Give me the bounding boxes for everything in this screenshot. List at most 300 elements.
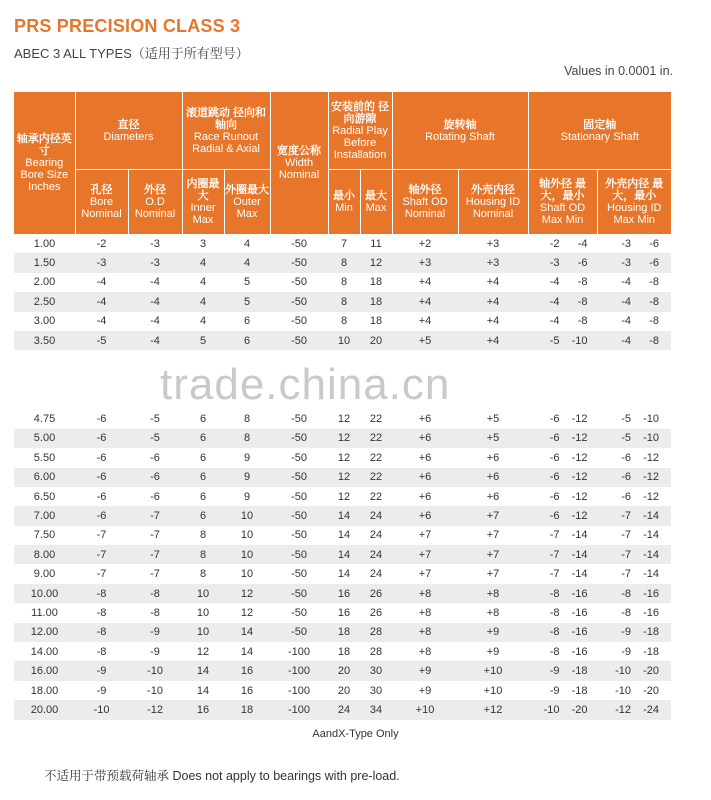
cell-min: -18 [643,626,660,639]
table-cell: 18.00 [30,684,59,697]
table-cell: +4 [392,292,458,311]
table-cell: 18 [224,700,270,719]
header-stationary-shaft: 固定轴 Stationary Shaft [528,92,671,170]
table-cell: -3 [75,253,128,272]
table-cell-pair [528,681,597,700]
table-cell: -6 [128,468,182,487]
table-cell: 16 [240,684,254,697]
cell-max: -3 [621,237,632,250]
table-cell: 5 [243,276,251,289]
cell-max: -7 [549,568,560,581]
table-cell: 8.00 [14,545,75,564]
cell-min: -8 [649,315,660,328]
table-cell: +4 [458,292,528,311]
cell-min: -6 [649,237,660,250]
cell-min: -8 [577,315,588,328]
table-cell: 5 [224,292,270,311]
cell-max: -6 [621,451,632,464]
table-cell: 26 [360,584,392,603]
table-cell: 3 [199,237,207,250]
table-cell: 12 [240,606,254,619]
table-cell: 6.00 [14,468,75,487]
table-cell: -7 [96,529,107,542]
cell-max: -4 [621,334,632,347]
table-cell: 6 [182,468,224,487]
cell-min: -12 [571,509,588,522]
header-stationary-shaft-od: 轴外径 最大，最小 Shaft OD Max Min [528,170,597,235]
table-cell: 6 [182,506,224,525]
table-row [14,700,671,719]
table-cell: 24 [360,506,392,525]
table-cell: +10 [392,700,458,719]
table-cell: -5 [75,331,128,350]
table-cell: 14 [337,529,351,542]
cell-max: -8 [621,587,632,600]
table-cell: -4 [150,276,160,289]
table-cell: 8 [224,429,270,448]
header-width: 宽度公称 Width Nominal [270,92,328,235]
table-cell: -6 [96,490,107,503]
table-row [14,468,671,487]
table-row [14,506,671,525]
cell-min: -18 [571,665,588,678]
cell-max: -8 [549,626,560,639]
table-cell: +6 [486,451,500,464]
table-cell: 8 [340,315,348,328]
cell-min: -12 [571,413,588,426]
table-cell: +6 [418,490,432,503]
table-cell: +3 [458,253,528,272]
cell-max: -10 [543,703,560,716]
table-cell-pair [528,642,597,661]
table-row [14,623,671,642]
table-cell: -6 [75,429,128,448]
table-cell: -4 [128,292,182,311]
cell-min: -8 [577,276,588,289]
table-cell: 4 [243,237,251,250]
cell-max: -5 [621,432,632,445]
table-cell: 18 [360,292,392,311]
table-cell: -8 [96,645,107,658]
table-cell: 9 [243,451,251,464]
cell-max: -5 [549,334,560,347]
table-cell: 10 [224,545,270,564]
table-cell: +12 [458,700,528,719]
table-cell-pair [528,564,597,583]
table-cell: -7 [75,545,128,564]
table-cell: -12 [128,700,182,719]
cell-min: -12 [571,432,588,445]
table-cell: 18 [328,623,360,642]
table-cell-pair [528,234,597,253]
table-cell: 4.75 [33,413,56,426]
table-cell: +10 [458,661,528,680]
table-cell: 22 [369,451,383,464]
table-cell: 24 [328,700,360,719]
table-cell-pair [597,642,671,661]
table-cell: 22 [369,413,383,426]
table-cell: +5 [458,429,528,448]
table-cell: 9 [243,490,251,503]
table-cell-pair [597,448,671,467]
table-cell: 6.50 [33,490,56,503]
table-cell: 12 [328,468,360,487]
cell-min: -20 [643,684,660,697]
table-cell: 24 [360,545,392,564]
cell-max: -8 [549,606,560,619]
cell-max: -4 [549,315,560,328]
table-cell: +2 [418,237,432,250]
page-subtitle: ABEC 3 ALL TYPES（适用于所有型号） [14,46,249,61]
table-cell: -6 [96,451,107,464]
table-cell: 16 [224,661,270,680]
table-cell: +7 [486,568,500,581]
table-cell: 3.50 [14,331,75,350]
table-cell: -3 [150,237,160,250]
table-cell-pair [528,429,597,448]
table-row [14,545,671,564]
table-cell: -100 [270,661,328,680]
table-cell-pair [528,506,597,525]
table-cell: +9 [458,623,528,642]
cell-max: -9 [621,626,632,639]
table-cell: 4 [199,315,207,328]
table-cell: 22 [369,490,383,503]
cell-max: -8 [549,645,560,658]
cell-min: -14 [571,548,588,561]
table-cell: -8 [128,584,182,603]
cell-min: -14 [643,548,660,561]
table-cell: 6 [243,315,251,328]
table-cell: -10 [75,700,128,719]
table-cell: +6 [392,506,458,525]
header-bore-nominal: 孔径 Bore Nominal [75,170,128,235]
cell-max: -6 [621,490,632,503]
table-cell-pair [597,429,671,448]
table-cell-pair [597,545,671,564]
table-cell-pair [597,331,671,350]
table-cell: +4 [418,315,432,328]
table-cell: 4 [199,276,207,289]
table-cell: -8 [150,606,160,619]
table-cell: -9 [96,684,107,697]
table-cell: 20 [337,684,351,697]
table-cell: +9 [418,684,432,697]
table-row [14,564,671,583]
table-cell: -9 [128,623,182,642]
table-cell: 2.00 [33,276,56,289]
header-play-min: 最小 Min [328,170,360,235]
table-cell: -8 [75,623,128,642]
table-cell: -50 [270,506,328,525]
table-body-top [14,234,671,350]
table-cell: -4 [150,315,160,328]
table-cell-pair [528,409,597,428]
table-cell: 8 [328,292,360,311]
table-row [14,584,671,603]
cell-max: -6 [549,471,560,484]
table-cell: -9 [75,661,128,680]
table-row [14,312,671,331]
header-stationary-housing-id: 外壳内径 最大，最小 Housing ID Max Min [597,170,671,235]
table-cell-pair [597,234,671,253]
table-cell: 16 [337,606,351,619]
table-cell: 7 [340,237,348,250]
table-body-bottom [14,409,671,719]
cell-max: -6 [549,432,560,445]
cell-max: -6 [549,451,560,464]
footer-note: 不适用于带预载荷轴承 Does not apply to bearings with pre-load. [44,769,400,783]
cell-min: -10 [571,334,588,347]
cell-max: -2 [549,237,560,250]
table-cell: 16 [182,700,224,719]
table-row [14,642,671,661]
cell-min: -12 [643,451,660,464]
table-cell: 1.50 [14,253,75,272]
table-cell: 24 [369,568,383,581]
table-cell: +8 [392,623,458,642]
table-cell: 9 [224,468,270,487]
table-cell: 28 [360,623,392,642]
table-cell: +8 [418,606,432,619]
table-cell: +7 [458,545,528,564]
table-cell: 4 [182,292,224,311]
cell-max: -7 [621,568,632,581]
table-cell: -50 [270,545,328,564]
table-cell: 18 [369,276,383,289]
table-cell-pair [528,312,597,331]
table-row [14,253,671,272]
table-cell: -10 [147,684,163,697]
footnote: AandX-Type Only [312,728,399,740]
header-radial-play: 安装前的 径向游隙 Radial Play Before Installation [328,92,392,170]
table-cell-pair [528,623,597,642]
table-cell: +6 [418,451,432,464]
table-cell: 14 [196,684,210,697]
cell-min: -18 [643,645,660,658]
cell-min: -20 [643,665,660,678]
table-cell-pair [597,468,671,487]
cell-min: -8 [577,295,588,308]
cell-min: -10 [643,432,660,445]
table-cell: 30 [369,684,383,697]
table-cell: -50 [291,451,307,464]
table-cell-pair [528,584,597,603]
table-cell: 5.50 [33,451,56,464]
table-cell: 22 [360,468,392,487]
table-row [14,273,671,292]
table-cell-pair [528,700,597,719]
cell-min: -4 [577,237,588,250]
table-cell: -7 [150,568,160,581]
table-cell: +7 [392,545,458,564]
table-cell: 10 [224,506,270,525]
cell-max: -10 [615,684,632,697]
header-race-runout: 滚道跳动 径向和轴向 Race Runout Radial & Axial [182,92,270,170]
watermark: trade.china.cn [160,360,451,409]
table-cell: -50 [291,606,307,619]
table-cell-pair [597,292,671,311]
table-cell: -7 [128,506,182,525]
table-cell: -4 [96,315,107,328]
table-cell: 6 [182,429,224,448]
table-cell: -50 [270,468,328,487]
table-cell: 24 [369,529,383,542]
table-cell: 8 [328,253,360,272]
cell-min: -6 [577,257,588,270]
table-cell: -4 [96,276,107,289]
table-cell-pair [528,603,597,622]
cell-min: -8 [649,295,660,308]
cell-max: -6 [549,490,560,503]
table-cell: 14 [328,545,360,564]
cell-max: -7 [549,529,560,542]
cell-min: -16 [643,606,660,619]
table-cell: +8 [458,584,528,603]
table-cell: 12 [337,490,351,503]
table-cell-pair [528,526,597,545]
cell-min: -24 [643,703,660,716]
table-cell: +6 [392,468,458,487]
cell-max: -3 [549,257,560,270]
table-cell: 12 [196,645,210,658]
table-cell: -50 [270,584,328,603]
table-cell: 5.00 [14,429,75,448]
table-cell: 10.00 [14,584,75,603]
table-cell: -3 [128,253,182,272]
units-note: Values in 0.0001 in. [564,64,673,78]
table-cell: 11.00 [31,606,58,619]
table-cell: -6 [75,468,128,487]
cell-min: -16 [571,606,588,619]
table-cell: 12 [360,253,392,272]
table-cell: -50 [291,276,307,289]
table-cell: +6 [486,490,500,503]
table-cell: +10 [483,684,503,697]
table-cell: 12.00 [14,623,75,642]
cell-max: -8 [621,606,632,619]
header-play-max: 最大 Max [360,170,392,235]
table-cell: -2 [96,237,107,250]
table-cell: 10 [240,529,254,542]
table-cell: +9 [486,645,500,658]
table-cell: -100 [270,700,328,719]
table-cell: 14 [328,506,360,525]
table-cell: -5 [150,413,160,426]
table-cell-pair [597,273,671,292]
cell-min: -12 [643,490,660,503]
cell-min: -14 [643,529,660,542]
table-cell: -6 [150,490,160,503]
cell-max: -9 [549,665,560,678]
table-cell: 1.00 [33,237,56,250]
table-cell: 6 [224,331,270,350]
table-cell: 6 [199,490,207,503]
table-cell: 3.00 [33,315,56,328]
table-cell: -50 [270,429,328,448]
cell-max: -5 [621,413,632,426]
table-cell: -8 [96,606,107,619]
cell-min: -16 [571,587,588,600]
table-cell: -100 [288,684,311,697]
table-cell: +5 [486,413,500,426]
table-cell: 8 [182,545,224,564]
table-cell: -50 [291,529,307,542]
table-cell: 34 [360,700,392,719]
table-cell: +7 [486,529,500,542]
table-row [14,603,671,622]
table-cell-pair [597,506,671,525]
table-cell: -50 [291,237,307,250]
table-cell: +6 [418,413,432,426]
header-bore-size: 轴承内径英寸 Bearing Bore Size Inches [14,92,75,235]
cell-min: -6 [649,257,660,270]
table-cell: -4 [75,292,128,311]
table-cell-pair [597,700,671,719]
table-cell: 10 [196,606,210,619]
table-cell-pair [528,448,597,467]
cell-max: -6 [621,471,632,484]
table-cell: -50 [291,315,307,328]
cell-max: -7 [621,509,632,522]
table-cell: 4 [224,253,270,272]
table-cell: -6 [75,506,128,525]
table-cell: 12 [337,451,351,464]
table-row [14,292,671,311]
table-cell-pair [528,487,597,506]
table-cell: 10 [182,623,224,642]
cell-max: -9 [549,684,560,697]
table-cell: -50 [291,568,307,581]
table-cell: 18 [337,645,351,658]
table-cell-pair [528,545,597,564]
table-cell: -4 [128,331,182,350]
table-cell-pair [597,487,671,506]
cell-min: -12 [571,471,588,484]
table-cell: -50 [270,253,328,272]
table-cell-pair [597,661,671,680]
cell-min: -16 [571,626,588,639]
cell-min: -12 [643,471,660,484]
header-rotating-shaft-od: 轴外径 Shaft OD Nominal [392,170,458,235]
header-rotating-housing-id: 外壳内径 Housing ID Nominal [458,170,528,235]
table-cell: -9 [150,645,160,658]
cell-min: -16 [571,645,588,658]
table-cell-pair [528,273,597,292]
table-cell: 14.00 [30,645,59,658]
cell-min: -16 [643,587,660,600]
table-cell: +3 [486,237,500,250]
table-cell: 6 [199,451,207,464]
cell-max: -10 [615,665,632,678]
header-diameters: 直径 Diameters [75,92,182,170]
cell-min: -14 [643,568,660,581]
header-rotating-shaft: 旋转轴 Rotating Shaft [392,92,528,170]
cell-min: -18 [571,684,588,697]
table-cell: +8 [392,584,458,603]
table-row [14,331,671,350]
table-cell-pair [597,312,671,331]
cell-max: -7 [621,529,632,542]
table-cell: 4 [182,253,224,272]
table-cell: -5 [128,429,182,448]
table-cell: 8 [243,413,251,426]
table-row [14,448,671,467]
table-cell: -8 [75,584,128,603]
table-cell: -50 [291,413,307,426]
table-cell: +4 [458,331,528,350]
table-cell: -7 [150,529,160,542]
